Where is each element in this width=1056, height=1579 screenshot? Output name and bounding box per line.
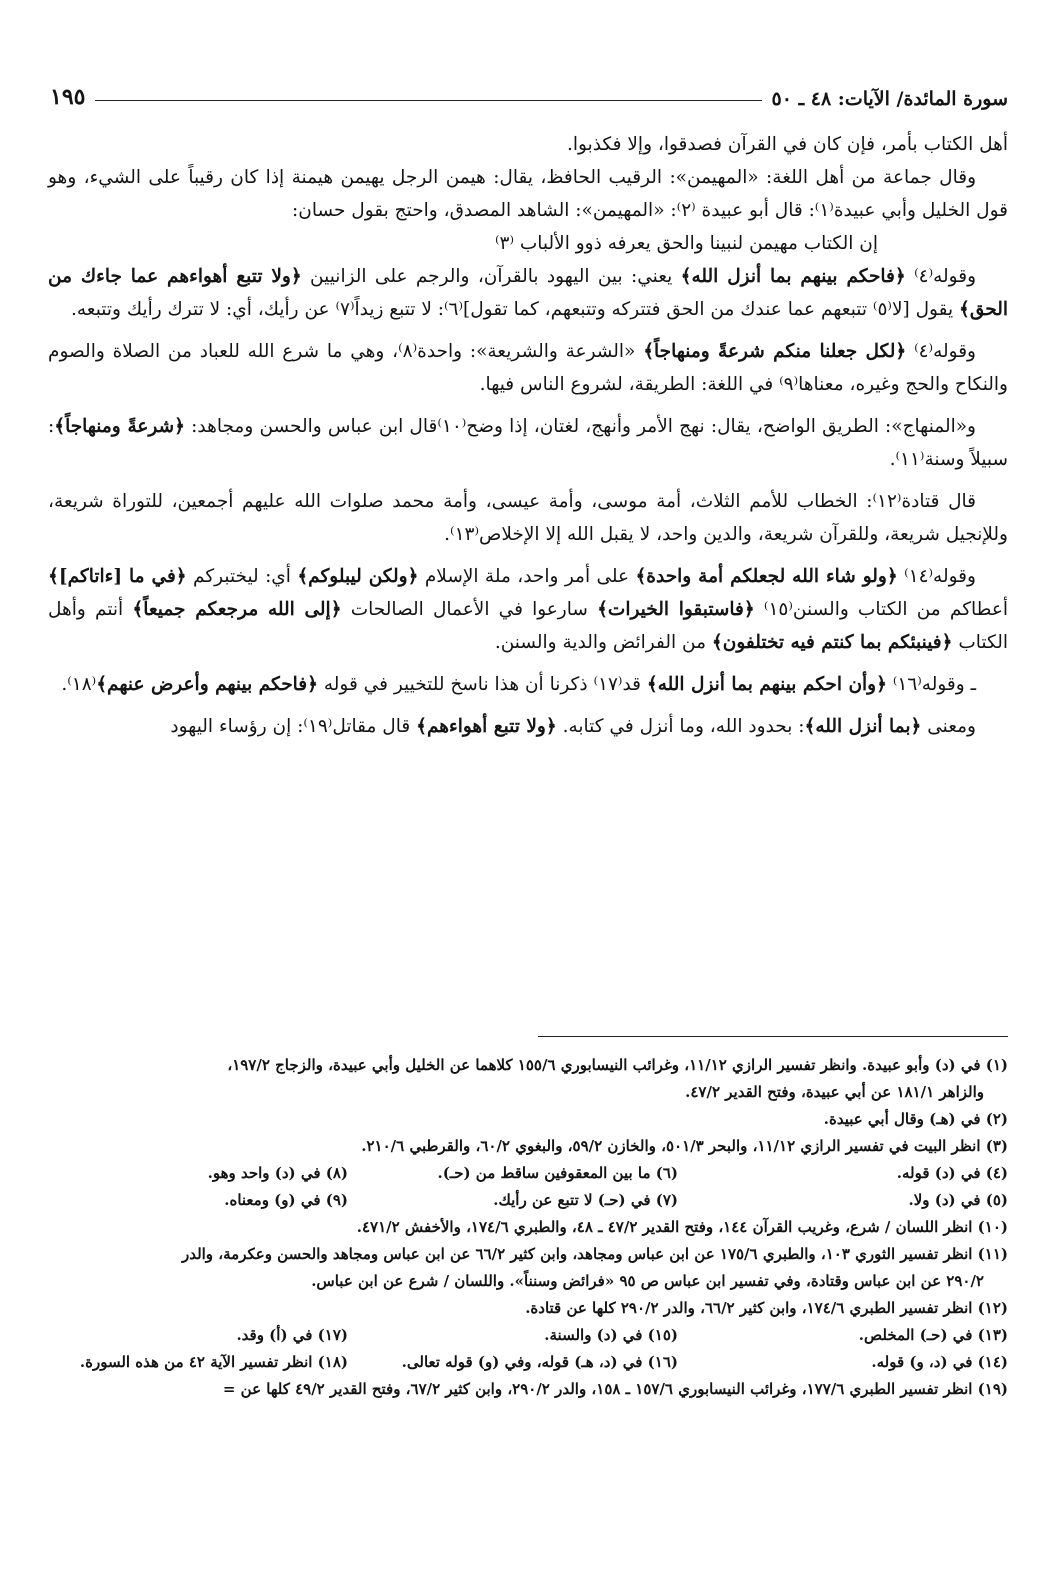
quran-quote: ﴿بما أنزل الله﴾ <box>804 716 922 737</box>
main-text <box>48 128 1008 743</box>
footnote: (٧) في (حـ) لا تتبع عن رأيك. <box>493 1191 678 1209</box>
footnote-row <box>48 1160 1008 1187</box>
footnote: (٨) في (د) واحد وهو. <box>207 1164 348 1182</box>
footnote-continuation: ٢٩٠/٢ عن ابن عباس وقتادة، وفي تفسير ابن عباس ص ٩٥ «فرائض وسنناً». واللسان / شرع عن ابن عباس. <box>311 1272 984 1290</box>
quran-quote: ﴿ولا تتبع أهواءهم﴾ <box>416 716 557 737</box>
text-run: أعطاكم من الكتاب والسنن⁽١٥⁾ <box>763 599 1008 620</box>
paragraph-5 <box>48 410 1008 476</box>
paragraph-7 <box>48 560 1008 659</box>
footnote-separator <box>538 1036 1008 1037</box>
text-run: «الشرعة والشريعة»: واحدة⁽٨⁾، وهي ما شرع الله للعباد من الصلاة والصوم والنكاح والحج وغيره، معناها⁽٩⁾ في اللغة: الطريقة، لشروع الناس فيها. <box>48 341 1008 395</box>
quran-quote: ﴿فاحكم بينهم وأعرض عنهم﴾ <box>96 674 318 695</box>
text-run: : سبيلاً وسنة⁽١١⁾. <box>48 416 1008 470</box>
paragraph-9 <box>48 710 1008 743</box>
paragraph-6: قال قتادة⁽١٢⁾: الخطاب للأمم الثلاث، أمة موسى، وأمة عيسى، وأمة محمد صلوات الله عليهم أجمعين، للتوراة شريعة، وللإنجيل شريعة، وللقرآن شريعة، والدين واحد، لا يقبل الله إلا الإخلاص⁽١٣⁾. <box>48 491 1008 545</box>
quran-quote: ﴿وأن احكم بينهم بما أنزل الله﴾ <box>646 674 887 695</box>
text-run: سارعوا في الأعمال الصالحات <box>350 599 588 620</box>
running-header <box>50 74 1008 110</box>
surah-title: سورة المائدة/ الآيات: ٤٨ ـ ٥٠ <box>771 88 1008 110</box>
footnote: (١٩) انظر تفسير الطبري ١٧٧/٦، وغرائب النيسابوري ١٥٧/٦ ـ ١٥٨، والدر ٢٩٠/٢، وابن كثير ٦٧/٢، وفتح القدير ٤٩/٢ كلها عن = <box>222 1380 1008 1398</box>
paragraph-2: وقال جماعة من أهل اللغة: «المهيمن»: الرقيب الحافظ، يقال: هيمن الرجل يهيمن هيمنة إذا كان رقيباً على الشيء، وهو قول الخليل وأبي عبيدة⁽١⁾: قال أبو عبيدة ⁽٢⁾: «المهيمن»: الشاهد المصدق، واحتج بقول حسان: <box>48 167 1008 221</box>
text-run: وقوله⁽١٤⁾ <box>904 566 976 587</box>
footnote: (١٦) في (د، هـ) قوله، وفي (و) قوله تعالى. <box>401 1353 678 1371</box>
text-run: من الفرائض والدية والسنن. <box>494 632 707 653</box>
text-run: قد⁽١٧⁾ ذكرنا أن هذا ناسخ للتخيير في قوله <box>323 674 642 695</box>
quran-quote: ﴿فاحكم بينهم بما أنزل الله﴾ <box>680 266 906 287</box>
footnote: (١٥) في (د) والسنة. <box>544 1326 678 1344</box>
quran-quote: ﴿لكل جعلنا منكم شرعةً ومنهاجاً﴾ <box>643 341 907 362</box>
text-run: : بحدود الله، وما أنزل في كتابه. <box>562 716 805 737</box>
quran-quote: ﴿ولكن ليبلوكم﴾ <box>297 566 419 587</box>
quran-quote: ﴿إلى الله مرجعكم جميعاً﴾ <box>132 599 342 620</box>
quran-quote: ﴿ولو شاء الله لجعلكم أمة واحدة﴾ <box>635 566 898 587</box>
poetry-verse: إن الكتاب مهيمن لنبينا والحق يعرفه ذوو الألباب ⁽٣⁾ <box>494 233 878 254</box>
quran-quote: ﴿فينبئكم بما كنتم فيه تختلفون﴾ <box>711 632 953 653</box>
quran-quote: ﴿في ما [ءاتاكم]﴾ <box>48 566 187 587</box>
text-run: أي: ليختبركم <box>193 566 291 587</box>
quran-quote: ﴿ولا تتبع أهواءهم عما جاءك من الحق﴾ <box>48 266 1008 320</box>
text-run: على أمر واحد، ملة الإسلام <box>424 566 630 587</box>
footnotes <box>48 1052 1008 1403</box>
footnote-row <box>48 1349 1008 1376</box>
footnote: (٣) انظر البيت في تفسير الرازي ١١/١٢، والبحر ٥٠١/٣، والخازن ٥٩/٢، والبغوي ٦٠/٢، والقرطبي ٢١٠/٦. <box>361 1137 1008 1155</box>
footnote: (١١) انظر تفسير الثوري ١٠٣، والطبري ١٧٥/٦ عن ابن عباس ومجاهد، وابن كثير ٦٦/٢ عن ابن عباس ومجاهد والحسن وعكرمة، والدر <box>181 1245 1008 1263</box>
footnote: (٥) في (د) ولا. <box>908 1191 1008 1209</box>
text-run: قال مقاتل⁽١٩⁾: إن رؤساء اليهود <box>170 716 411 737</box>
quran-quote: ﴿فاستبقوا الخيرات﴾ <box>597 599 755 620</box>
text-run: ⁽١٨⁾. <box>61 674 97 695</box>
paragraph-8 <box>48 668 1008 701</box>
text-run: وقوله⁽٤⁾ <box>914 341 976 362</box>
quran-quote: ﴿شرعةً ومنهاجاً﴾ <box>54 416 185 437</box>
text-run: أنتم وأهل الكتاب <box>48 599 1008 653</box>
paragraph-4 <box>48 335 1008 401</box>
text-run: و«المنهاج»: الطريق الواضح، يقال: نهج الأمر وأنهج، لغتان، إذا وضح⁽١٠⁾قال ابن عباس والحسن ومجاهد: <box>191 416 976 437</box>
footnote: (٦) ما بين المعقوفين ساقط من (حـ). <box>437 1164 678 1182</box>
footnote: (٢) في (هـ) وقال أبي عبيدة. <box>823 1110 1008 1128</box>
text-run: ـ وقوله⁽١٦⁾ <box>892 674 976 695</box>
text-run: ومعنى <box>927 716 976 737</box>
footnote-continuation: والزاهر ١٨١/١ عن أبي عبيدة، وفتح القدير ٤٧/٢. <box>685 1083 984 1101</box>
text-run: يقول [لا⁽٥⁾ تتبعهم عما عندك من الحق فتتركه وتتبعهم، كما تقول]⁽٦⁾: لا تتبع زيداً⁽٧⁾ عن رأيك، أي: لا تترك رأيك وتتبعه. <box>71 299 954 320</box>
footnote: (١٣) في (حـ) المخلص. <box>858 1326 1008 1344</box>
footnote: (٤) في (د) قوله. <box>896 1164 1008 1182</box>
footnote: (١٢) انظر تفسير الطبري ١٧٤/٦، وابن كثير ٦٦/٢، والدر ٢٩٠/٢ كلها عن قتادة. <box>525 1299 1008 1317</box>
header-rule <box>95 100 761 101</box>
footnote: (١) في (د) وأبو عبيدة. وانظر تفسير الرازي ١١/١٢، وغرائب النيسابوري ١٥٥/٦ كلاهما عن الخليل وأبي عبيدة، والزجاج ١٩٧/٢، <box>227 1056 1008 1074</box>
footnote: (١٧) في (أ) وقد. <box>236 1326 348 1344</box>
footnote-row <box>48 1187 1008 1214</box>
footnote: (١٠) انظر اللسان / شرع، وغريب القرآن ١٤٤، وفتح القدير ٤٧/٢ ـ ٤٨، والطبري ١٧٤/٦، والأخفش ٤٧١/٢. <box>356 1218 1008 1236</box>
paragraph-1: أهل الكتاب بأمر، فإن كان في القرآن فصدقوا، وإلا فكذبوا. <box>567 134 1008 155</box>
footnote: (١٤) في (د، و) قوله. <box>871 1353 1008 1371</box>
page-number: ١٩٥ <box>50 84 86 110</box>
text-run: وقوله⁽٤⁾ <box>914 266 977 287</box>
footnote-row <box>48 1322 1008 1349</box>
footnote: (١٨) انظر تفسير الآية ٤٢ من هذه السورة. <box>79 1353 348 1371</box>
text-run: يعني: بين اليهود بالقرآن، والرجم على الزانيين <box>310 266 673 287</box>
paragraph-3 <box>48 260 1008 326</box>
footnote: (٩) في (و) ومعناه. <box>224 1191 348 1209</box>
